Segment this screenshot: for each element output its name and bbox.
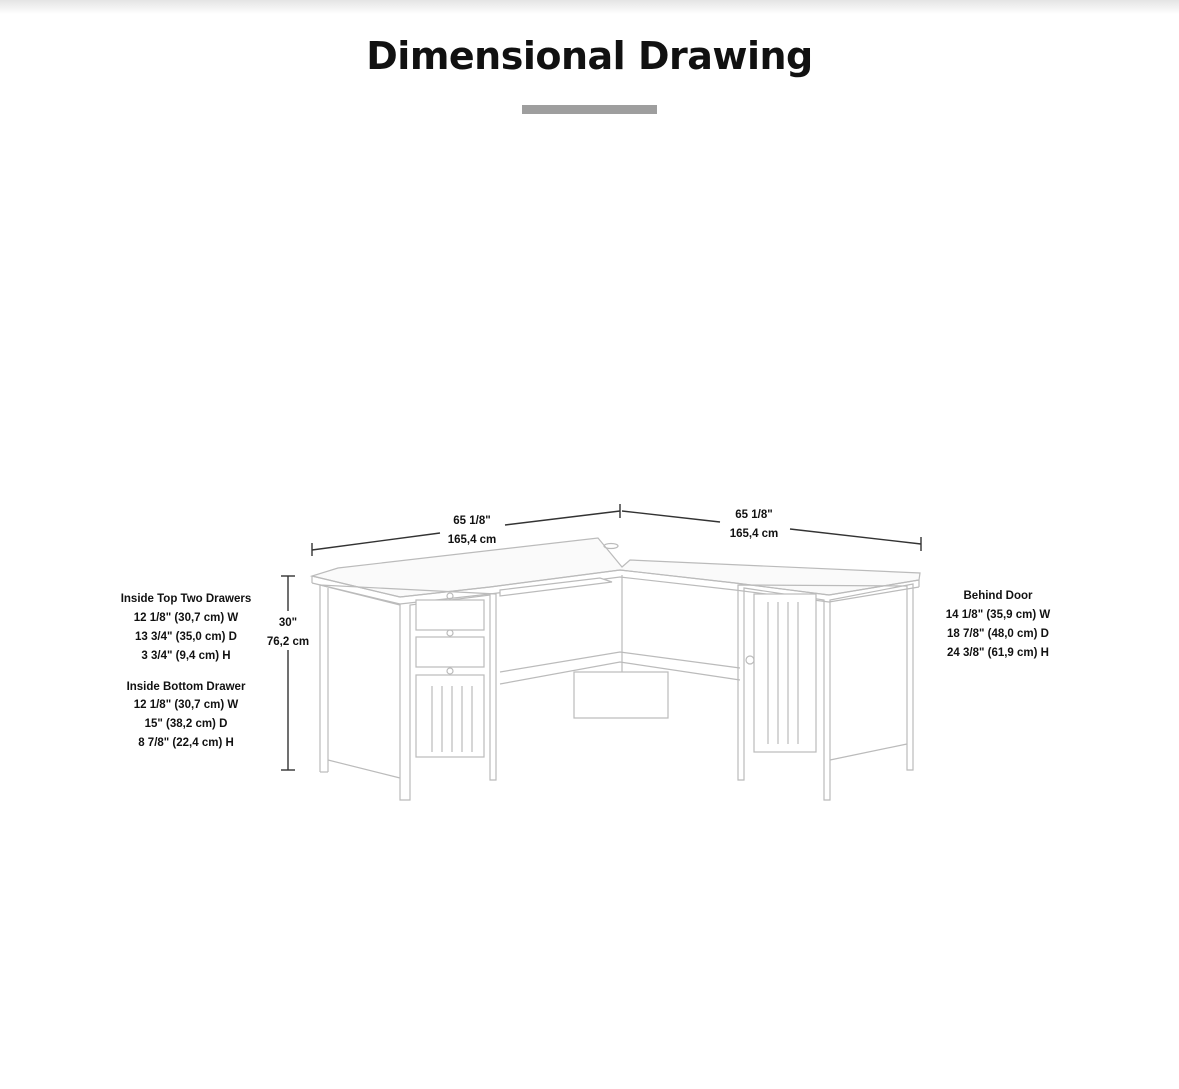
note-line: 24 3/8" (61,9 cm) H (947, 647, 1049, 659)
page-title: Dimensional Drawing (366, 34, 813, 78)
note-heading: Inside Bottom Drawer (126, 681, 246, 693)
note-bottom-drawer (127, 681, 246, 749)
height-imperial-label: 30" (278, 617, 298, 629)
note-heading: Behind Door (963, 590, 1033, 602)
note-line: 13 3/4" (35,0 cm) D (135, 631, 237, 643)
width-left-metric-label: 165,4 cm (447, 534, 497, 546)
width-left-imperial-label: 65 1/8" (453, 515, 491, 527)
note-line: 12 1/8" (30,7 cm) W (133, 699, 239, 711)
note-heading: Inside Top Two Drawers (120, 593, 252, 605)
note-line: 18 7/8" (48,0 cm) D (947, 628, 1049, 640)
note-top-drawers (121, 593, 252, 662)
note-line: 8 7/8" (22,4 cm) H (138, 737, 234, 749)
note-line: 15" (38,2 cm) D (144, 718, 228, 730)
height-metric-label: 76,2 cm (266, 636, 310, 648)
desk-illustration (312, 538, 920, 800)
width-right-imperial-label: 65 1/8" (735, 509, 773, 521)
note-line: 3 3/4" (9,4 cm) H (141, 650, 231, 662)
note-behind-door (946, 590, 1051, 659)
width-right-metric-label: 165,4 cm (729, 528, 779, 540)
note-line: 14 1/8" (35,9 cm) W (945, 609, 1051, 621)
note-line: 12 1/8" (30,7 cm) W (133, 612, 239, 624)
